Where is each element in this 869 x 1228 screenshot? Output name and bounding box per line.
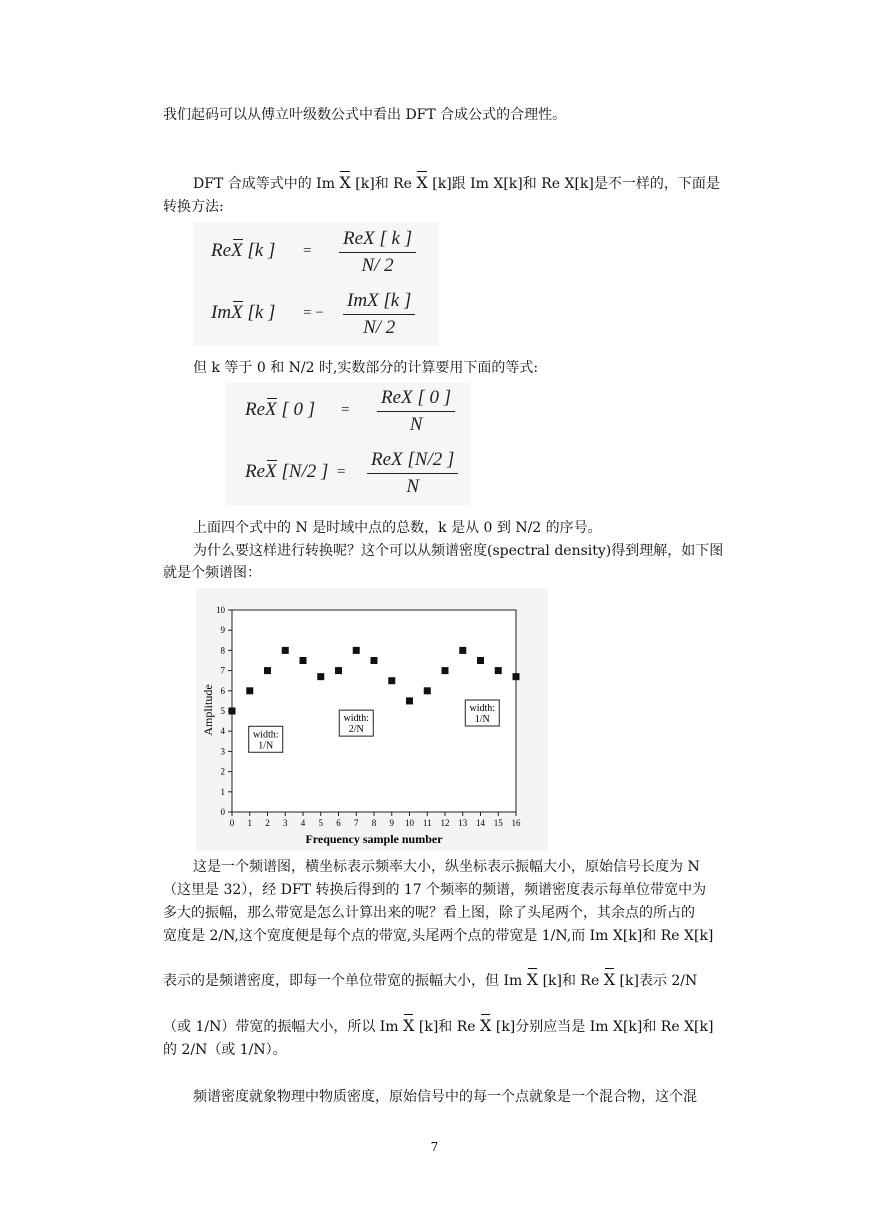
x-tick-label: 8 xyxy=(371,818,377,828)
data-point xyxy=(477,657,484,664)
eq-text: Re xyxy=(245,399,266,420)
x-bar-symbol: X xyxy=(480,1013,491,1036)
width-annotation-label: width: xyxy=(469,703,496,715)
text-span: [k]跟 Im X[k]和 Re X[k]是不一样的，下面是 xyxy=(432,176,720,192)
eq-denominator: N/ 2 xyxy=(363,317,396,338)
y-tick-label: 9 xyxy=(220,625,225,636)
x-tick-label: 13 xyxy=(458,818,468,828)
x-tick-label: 10 xyxy=(405,818,414,828)
data-point xyxy=(442,667,449,674)
equation-reN2 xyxy=(225,445,471,505)
x-tick-label: 6 xyxy=(336,818,341,828)
data-point xyxy=(300,657,307,664)
x-tick-label: 15 xyxy=(493,818,503,828)
y-tick-label: 8 xyxy=(220,645,225,656)
width-annotation-label: width: xyxy=(252,729,279,741)
data-point xyxy=(513,673,520,680)
data-point xyxy=(371,657,378,664)
eq-numerator: ImX [k ] xyxy=(343,290,415,315)
text-span: [k]和 Re xyxy=(418,1019,481,1035)
text-span: DFT 合成等式中的 Im xyxy=(193,176,340,192)
y-tick-label: 2 xyxy=(220,766,225,777)
paragraph-line: （这里是 32），经 DFT 转换后得到的 17 个频率的频谱，频谱密度表示每单位带宽中为 xyxy=(163,882,707,898)
paragraph-line: 多大的振幅，那么带宽是怎么计算出来的呢？看上图，除了头尾两个，其余点的所占的 xyxy=(163,905,695,921)
eq-xbar: X xyxy=(231,302,243,323)
width-annotation-value: 2/N xyxy=(348,724,364,736)
eq-xbar: X xyxy=(265,399,277,420)
x-bar-symbol: X xyxy=(339,170,350,193)
paragraph-line xyxy=(163,967,697,991)
paragraph-line: 但 k 等于 0 和 N/2 时,实数部分的计算要用下面的等式: xyxy=(193,360,539,376)
page-number: 7 xyxy=(430,1140,439,1154)
data-point xyxy=(335,667,342,674)
x-tick-label: 11 xyxy=(422,818,432,828)
paragraph-line xyxy=(163,1013,713,1037)
data-point xyxy=(246,687,253,694)
eq-text: Re xyxy=(245,461,266,482)
equation-im xyxy=(193,284,439,346)
text-span: [k]和 Re xyxy=(355,176,417,192)
data-point xyxy=(388,677,395,684)
text-span: [k]分别应当是 Im X[k]和 Re X[k] xyxy=(495,1019,714,1035)
y-axis-label: Amplitude xyxy=(201,684,215,736)
eq-text: [k ] xyxy=(242,302,276,323)
eq-denominator: N/ 2 xyxy=(361,255,394,276)
eq-operator: = xyxy=(341,402,350,418)
y-tick-label: 5 xyxy=(220,706,225,716)
x-tick-label: 5 xyxy=(318,818,323,828)
eq-operator: = xyxy=(337,464,346,480)
data-point xyxy=(406,697,413,704)
x-bar-symbol: X xyxy=(416,170,427,193)
y-tick-label: 3 xyxy=(220,746,225,757)
data-point xyxy=(317,673,324,680)
eq-denominator: N xyxy=(409,414,423,435)
paragraph-line: 这是一个频谱图，横坐标表示频率大小，纵坐标表示振幅大小，原始信号长度为 N xyxy=(193,859,700,875)
data-point xyxy=(282,647,289,654)
paragraph-line: 上面四个式中的 N 是时域中点的总数，k 是从 0 到 N/2 的序号。 xyxy=(193,520,602,536)
paragraph-line xyxy=(193,170,720,194)
x-tick-label: 9 xyxy=(389,818,394,828)
x-tick-label: 16 xyxy=(511,818,521,828)
eq-xbar: X xyxy=(231,240,243,261)
x-bar-symbol: X xyxy=(403,1013,414,1036)
text-span: 表示的是频谱密度，即每一个单位带宽的振幅大小，但 Im xyxy=(163,973,527,989)
x-bar-symbol: X xyxy=(527,967,538,990)
eq-xbar: X xyxy=(265,461,277,482)
equation-re0 xyxy=(225,383,471,443)
width-annotation-label: width: xyxy=(343,713,370,725)
eq-text: [ 0 ] xyxy=(276,399,316,420)
eq-text: [k ] xyxy=(242,240,276,261)
x-bar-symbol: X xyxy=(604,967,615,990)
equation-re xyxy=(193,222,439,284)
data-point xyxy=(353,647,360,654)
data-point xyxy=(424,687,431,694)
paragraph-line: 频谱密度就象物理中物质密度，原始信号中的每一个点就象是一个混合物，这个混 xyxy=(193,1089,697,1105)
eq-operator: = − xyxy=(303,305,324,321)
y-tick-label: 6 xyxy=(220,685,225,696)
data-point xyxy=(459,647,466,654)
x-tick-label: 4 xyxy=(300,818,306,828)
eq-numerator: ReX [N/2 ] xyxy=(367,449,458,474)
data-point xyxy=(495,667,502,674)
text-span: （或 1/N）带宽的振幅大小，所以 Im xyxy=(163,1019,404,1035)
paragraph-line: 的 2/N（或 1/N）。 xyxy=(163,1042,287,1058)
x-axis-label: Frequency sample number xyxy=(305,832,443,846)
x-tick-label: 14 xyxy=(476,818,485,828)
paragraph-line: 我们起码可以从傅立叶级数公式中看出 DFT 合成公式的合理性。 xyxy=(163,107,567,123)
width-annotation-value: 1/N xyxy=(474,714,490,726)
eq-denominator: N xyxy=(406,476,420,497)
y-tick-label: 4 xyxy=(220,726,225,737)
x-tick-label: 12 xyxy=(440,818,450,828)
spectrum-chart xyxy=(196,588,548,850)
x-tick-label: 0 xyxy=(229,818,235,828)
eq-numerator: ReX [ 0 ] xyxy=(377,387,455,412)
y-tick-label: 1 xyxy=(220,786,225,797)
y-tick-label: 7 xyxy=(220,665,225,676)
x-tick-label: 3 xyxy=(283,818,288,828)
paragraph-line: 宽度是 2/N,这个宽度便是每个点的带宽,头尾两个点的带宽是 1/N,而 Im X[k]和 Re X[k] xyxy=(163,928,714,944)
width-annotation-value: 1/N xyxy=(258,740,274,752)
data-point xyxy=(264,667,271,674)
paragraph-line: 为什么要这样进行转换呢？这个可以从频谱密度(spectral density)得到理解，如下图 xyxy=(193,543,724,559)
eq-text: [N/2 ] xyxy=(276,461,329,482)
text-span: [k]表示 2/N xyxy=(619,973,698,989)
eq-numerator: ReX [ k ] xyxy=(339,228,416,253)
x-tick-label: 7 xyxy=(354,818,359,828)
y-tick-label: 10 xyxy=(216,605,225,615)
eq-text: Im xyxy=(211,302,232,323)
eq-operator: = xyxy=(303,243,312,259)
eq-text: Re xyxy=(211,240,232,261)
y-tick-label: 0 xyxy=(220,807,225,817)
x-tick-label: 2 xyxy=(265,818,270,828)
x-tick-label: 1 xyxy=(247,818,252,828)
text-span: [k]和 Re xyxy=(542,973,604,989)
paragraph-line: 转换方法: xyxy=(163,199,224,215)
paragraph-line: 就是个频谱图： xyxy=(163,565,261,581)
data-point xyxy=(229,708,236,715)
